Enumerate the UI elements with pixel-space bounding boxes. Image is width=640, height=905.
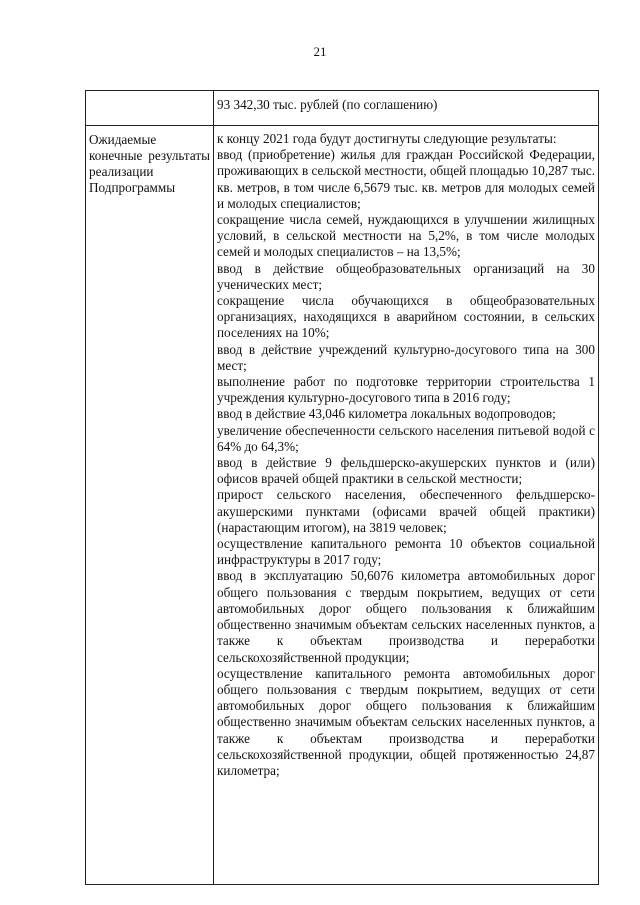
funding-label-cell: [86, 91, 214, 126]
table-row-expected-results: [86, 126, 599, 885]
list-item: ввод в действие учреждений культурно-досугового типа на 300 мест;: [217, 341, 595, 373]
expected-results-content-cell: [214, 126, 599, 885]
table-row-funding: [86, 91, 599, 126]
list-item: ввод в действие общеобразовательных организаций на 30 ученических мест;: [217, 260, 595, 292]
list-item: ввод в действие 9 фельдшерско-акушерских пунктов и (или) офисов врачей общей практики в сельской местности;: [217, 455, 595, 487]
list-item: сокращение числа обучающихся в общеобразовательных организациях, находящихся в аварийном состоянии, в сельских поселениях на 10%;: [217, 293, 595, 341]
list-item: осуществление капитального ремонта автомобильных дорог общего пользования с твердым покрытием, ведущих от сети автомобильных дорог общего пользования к ближайшим общественно значимым объектам сельских населенных пунктов, а также к объектам производства и переработки сельскохозяйственной продукции, общей протяженностью 24,87 километра;: [217, 665, 595, 778]
page-number: 21: [313, 44, 327, 59]
expected-results-list: [217, 126, 595, 779]
list-item: ввод (приобретение) жилья для граждан Российской Федерации, проживающих в сельской местности, общей площадью 10,287 тыс. кв. метров, в том числе 6,5679 тыс. кв. метров для молодых семей и молодых специалистов;: [217, 147, 595, 211]
list-item: ввод в действие 43,046 километра локальных водопроводов;: [217, 406, 556, 422]
list-item: увеличение обеспеченности сельского населения питьевой водой с 64% до 64,3%;: [217, 422, 595, 454]
list-item: выполнение работ по подготовке территории строительства 1 учреждения культурно-досугового типа в 2016 году;: [217, 374, 595, 406]
funding-value-cell: 93 342,30 тыс. рублей (по соглашению): [214, 91, 599, 126]
expected-results-label: Ожидаемые конечные результаты реализации Подпрограммы: [89, 132, 210, 195]
list-item: сокращение числа семей, нуждающихся в улучшении жилищных условий, в сельской местности на 5,2%, в том числе молодых семей и молодых специалистов – на 13,5%;: [217, 212, 595, 260]
list-item: прирост сельского населения, обеспеченного фельдшерско-акушерскими пунктами (офисами врачей общей практики) (нарастающим итогом), на 3819 человек;: [217, 487, 595, 535]
expected-results-label-cell: [86, 126, 214, 885]
program-table: [85, 90, 599, 885]
list-item: ввод в эксплуатацию 50,6076 километра автомобильных дорог общего пользования с твердым покрытием, ведущих от сети автомобильных дорог общего пользования к ближайшим общественно значимым объектам сельских населенных пунктов, а также к объектам производства и переработки сельскохозяйственной продукции;: [217, 568, 595, 665]
list-item: к концу 2021 года будут достигнуты следующие результаты:: [217, 131, 557, 146]
list-item: осуществление капитального ремонта 10 объектов социальной инфраструктуры в 2017 году;: [217, 536, 595, 568]
